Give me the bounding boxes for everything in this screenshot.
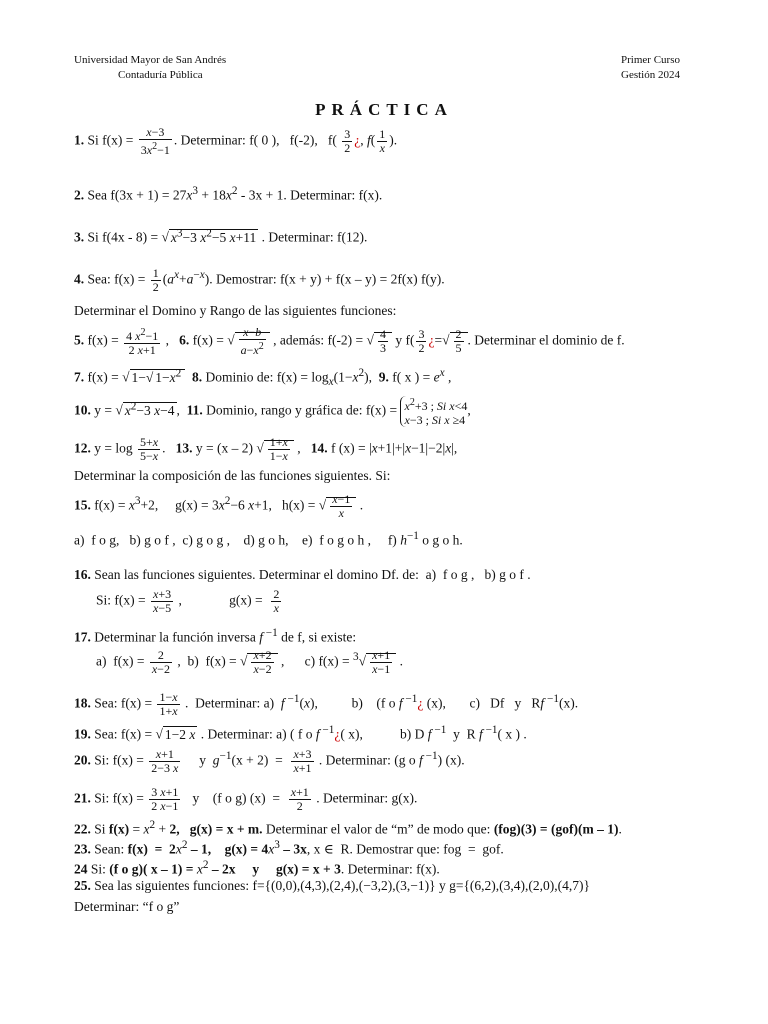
problem-18: 18. Sea: f(x) = $\frac{1-x}{1+x}$ . Determinar: a) f $^{-1}$(x), b) (f o f $^{-1}$¿ (x), c) Df y Rf $^{-1}$(x). [74,689,579,718]
problem-15-parts: a) f o g, b) g o f , c) g o g , d) g o h, e) f o g o h , f) $h^{-1}$ o g o h. [74,530,463,548]
term-label: Gestión 2024 [621,69,680,81]
problem-16-functions: Si: f(x) = $\frac{x+3}{x-5}$ , g(x) = $\frac{2}{x}$ [96,587,280,615]
problem-19: 19. Sea: f(x) = √ 1−2 x . Determinar: a) ( f o f $^{-1}$¿( x), b) D f $^{-1}$ y R f $^{-1}$( x ) . [74,724,527,742]
section-domain-range: Determinar el Domino y Rango de las siguientes funciones: [74,303,397,318]
problem-17: 17. Determinar la función inversa f $^{-1}$ de f, si existe: [74,627,357,645]
problem-3: 3. Si f(4x - 8) = √ $x^3-3$ $x^2-5$ x+11 . Determinar: f(12). [74,227,368,245]
faculty-name: Contaduría Pública [118,69,203,81]
problem-24: 24 Si: (f o g)( $x - 1) = x^2 - 2x$ y g(x) = x + 3. Determinar: f(x). [74,859,440,877]
problem-22: 22. Si $f(x) = x^2 + 2$, g(x) = x + m. Determinar el valor de “m” de modo que: (fog)(3) = (gof)(m – 1). [74,819,622,837]
section-composition: Determinar la composición de las funciones siguientes. Si: [74,468,391,483]
problem-2: 2. Sea $f(3x + 1) = 27x^3 + 18x^2 - 3x + 1$. Determinar: f(x). [74,185,383,203]
problem-23: 23. Sean: $f(x) = 2x^2 - 1$, $g(x) = 4x^3 - 3x$, x ∈ R. Demostrar que: fog = gof. [74,839,504,857]
university-name: Universidad Mayor de San Andrés [74,54,227,66]
problem-7-9: 7. f(x) = √ 1−√ $1-x^2$ 8. Dominio de: $f(x) = \log_x(1-x^2)$, 9. f( x ) = $e^x$ , [74,367,452,389]
problem-17-parts: a) f(x) = $\frac{2}{x-2}$ , b) f(x) = √ $\frac{x+2}{x-2}$ , c) f(x) = $^3$√ $\frac{x+1}{x-1}$ . [96,647,403,676]
problem-1: 1. Si f(x) = $\frac{x-3}{3x^2-1}$ . Determinar: f( 0 ), f(-2), f( $\frac{3}{2}$ ¿, f( $\frac{1}{x}$ ). [74,125,398,157]
problem-25: 25. Sea las siguientes funciones: f={(0,0),(4,3),(2,4),(−3,2),(3,−1)} y g={(6,2),(3,4),(2,0),(4,7)} [74,878,591,893]
problem-5-6: 5. f(x) = $\frac{4 x^2-1}{2 x+1}$ , 6. f(x) = √ $\frac{x-b}{a-x^2}$ , además: f(-2) = √ $\frac{4}{3}$ y f( $\frac{3}{2}$ ¿=√ $\frac{2}{5}$ . Determinar el dominio de f. [74,325,625,357]
problem-21: 21. Si: f(x) = $\frac{3 x+1}{2 x-1}$ y (f o g) (x) = $\frac{x+1}{2}$ . Determinar: g(x). [74,785,418,813]
problem-25-task: Determinar: “f o g” [74,899,180,914]
page-title: PRÁCTICA [315,100,453,119]
problem-20: 20. Si: f(x) = $\frac{x+1}{2-3 x}$ y $g^{-1}(x + 2)$ = $\frac{x+3}{x+1}$ . Determinar: (g o f $^{-1}$) (x). [74,746,465,775]
problem-10-11: 10. y = √ $x^2-3$ x−4 , 11. Dominio, rango y gráfica de: $f(x) = x^2+3$ ; Si x<4 x−3 ; Si x ≥4, [74,397,471,427]
course-label: Primer Curso [621,54,680,66]
problem-4: 4. Sea: f(x) = $\frac{1}{2}$ $(a^x+a^{-x})$. Demostrar: f(x + y) + f(x – y) = 2f(x) f(y). [74,265,445,294]
problem-15: 15. $f(x) = x^3+2$, $g(x) = 3x^2-6$ x+1, h(x) = √ $\frac{x-1}{x}$ . [74,491,364,520]
problem-16: 16. Sean las funciones siguientes. Determinar el domino Df. de: a) f o g , b) g o f . [74,567,531,582]
problem-12-14: 12. y = log $\frac{5+x}{5-x}$ . 13. y = (x – 2) √ $\frac{1+x}{1-x}$ , 14. f (x) = |x+1|+|x−1|−2|x|, [74,435,458,463]
